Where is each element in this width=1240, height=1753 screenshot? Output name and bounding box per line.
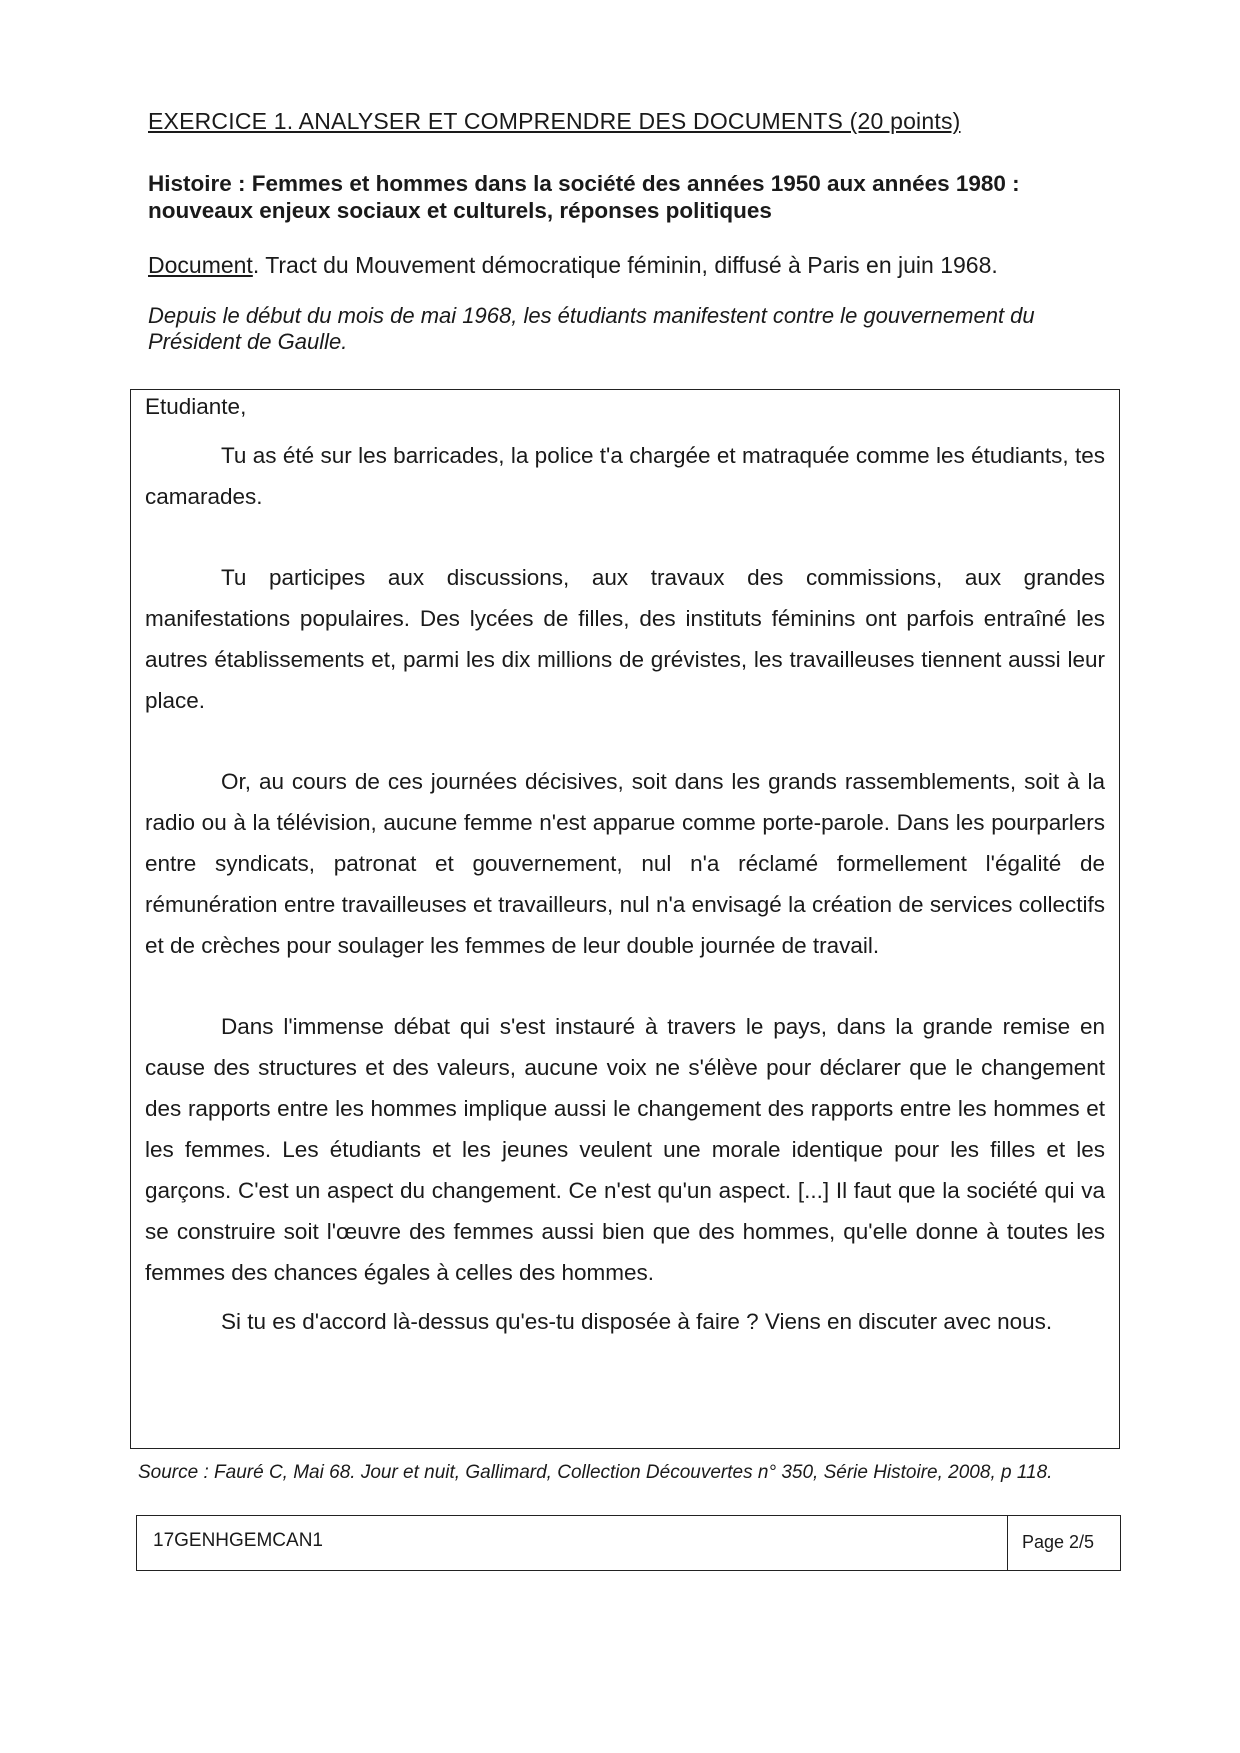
exam-code: 17GENHGEMCAN1 <box>153 1530 323 1551</box>
tract-paragraph: Si tu es d'accord là-dessus qu'es-tu disposée à faire ? Viens en discuter avec nous. <box>221 1309 1053 1334</box>
exercise-title: EXERCICE 1. ANALYSER ET COMPRENDRE DES DOCUMENTS (20 points) <box>148 108 961 134</box>
tract-paragraph: Dans l'immense débat qui s'est instauré à travers le pays, dans la grande remise en cause des structures et des valeurs, aucune voix ne s'élève pour déclarer que le changement des rapports entre les hommes implique aussi le changement des rapports entre les hommes et les femmes. Les étudiants et les jeunes veulent une morale identique pour les filles et les garçons. C'est un aspect du changement. Ce n'est qu'un aspect. [...] Il faut que la société qui va se construire soit l'œuvre des femmes aussi bien que des hommes, qu'elle donne à toutes les femmes des chances égales à celles des hommes. <box>145 1014 1105 1285</box>
page-footer <box>136 1515 1121 1571</box>
tract-paragraph: Tu participes aux discussions, aux travaux des commissions, aux grandes manifestations populaires. Des lycées de filles, des instituts féminins ont parfois entraîné les autres établissements et, parmi les dix millions de grévistes, les travailleuses tiennent aussi leur place. <box>145 565 1105 713</box>
tract-text <box>145 386 1105 1342</box>
tract-paragraph: Or, au cours de ces journées décisives, soit dans les grands rassemblements, soit à la radio ou à la télévision, aucune femme n'est apparue comme porte-parole. Dans les pourparlers entre syndicats, patronat et gouvernement, nul n'a réclamé formellement l'égalité de rémunération entre travailleuses et travailleurs, nul n'a envisagé la création de services collectifs et de crèches pour soulager les femmes de leur double journée de travail. <box>145 769 1105 958</box>
footer-divider <box>1007 1516 1008 1570</box>
document-label: Document <box>148 252 253 278</box>
tract-salutation: Etudiante, <box>145 394 247 419</box>
source-citation: Source : Fauré C, Mai 68. Jour et nuit, Gallimard, Collection Découvertes n° 350, Série Histoire, 2008, p 118. <box>138 1462 1053 1483</box>
document-description: . Tract du Mouvement démocratique féminin, diffusé à Paris en juin 1968. <box>252 252 998 278</box>
page-number: Page 2/5 <box>1022 1532 1095 1552</box>
context-note: Depuis le début du mois de mai 1968, les étudiants manifestent contre le gouvernement du Président de Gaulle. <box>148 303 1035 354</box>
document-line <box>148 252 998 279</box>
tract-paragraph: Tu as été sur les barricades, la police t'a chargée et matraquée comme les étudiants, tes camarades. <box>145 443 1105 509</box>
theme-heading: Histoire : Femmes et hommes dans la société des années 1950 aux années 1980 : nouveaux enjeux sociaux et culturels, réponses politiques <box>148 171 1020 223</box>
